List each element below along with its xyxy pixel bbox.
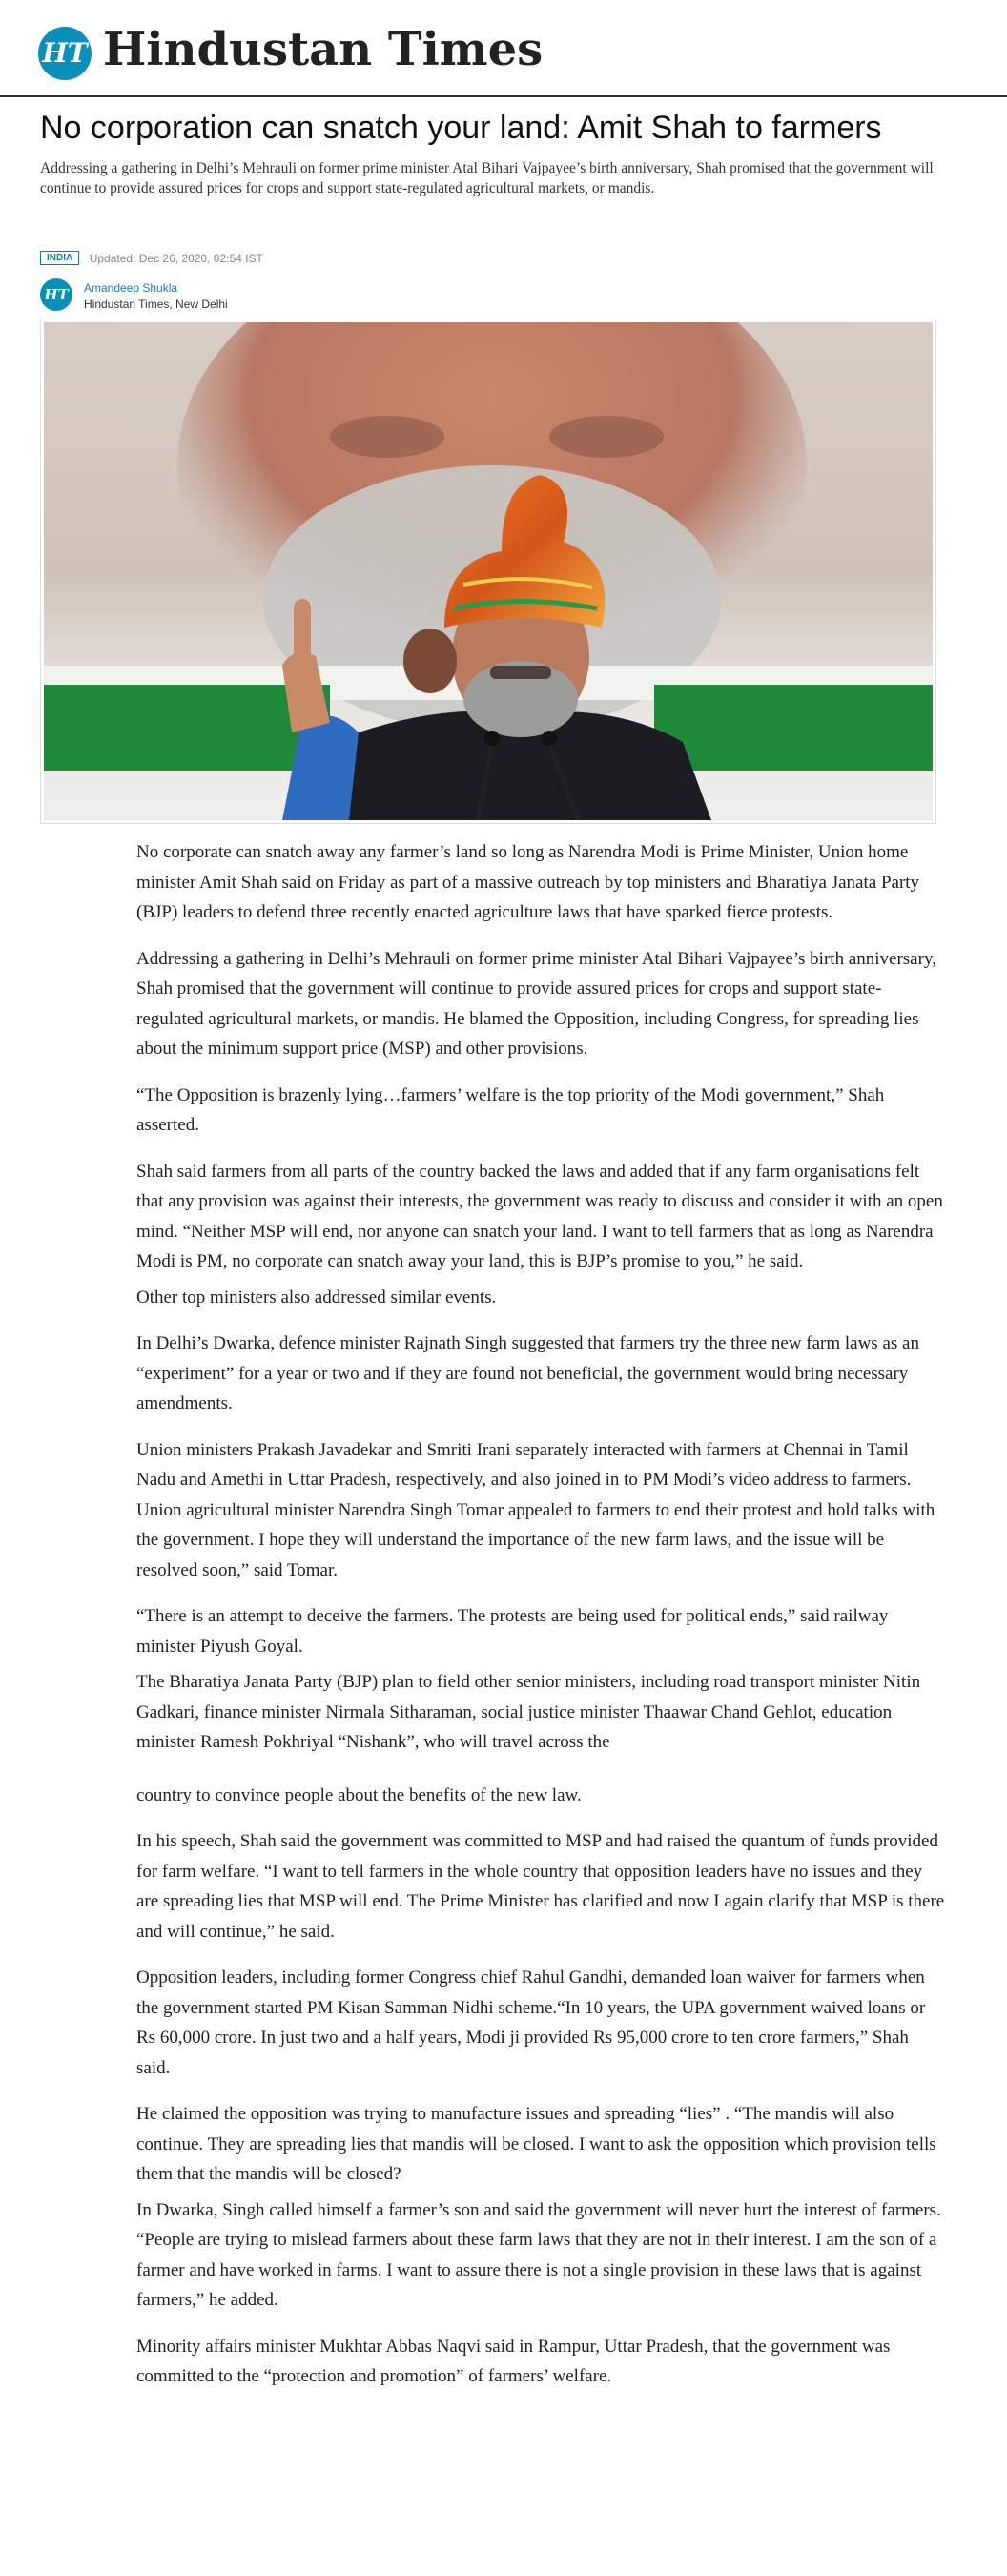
section-tag[interactable]: INDIA [40, 251, 79, 265]
lead-photo-illustration [44, 322, 933, 820]
article-paragraph: No corporate can snatch away any farmer’s land so long as Narendra Modi is Prime Minister, Union home minister Amit Shah said on Friday as part of a massive outreach by top ministers and Bharatiya Janata Party (BJP) leaders to defend three recently enacted agriculture laws that have sparked fierce protests. [136, 842, 920, 922]
article-paragraph: Minority affairs minister Mukhtar Abbas Naqvi said in Rampur, Uttar Pradesh, that the government was committed to the “protection and promotion” of farmers’ welfare. [136, 2336, 891, 2386]
updated-timestamp: Updated: Dec 26, 2020, 02:54 IST [89, 251, 263, 265]
site-name[interactable]: Hindustan Times [103, 23, 544, 76]
article-summary: Addressing a gathering in Delhi’s Mehrauli on former prime minister Atal Bihari Vajpayee’s birth anniversary, Shah promised that the government will continue to provide assured prices for crops and support state-regulated agricultural markets, or mandis. [40, 160, 934, 196]
author-name-link[interactable]: Amandeep Shukla [84, 281, 178, 295]
article-paragraph: In Dwarka, Singh called himself a farmer’s son and said the government will never hurt the interest of farmers. “People are trying to mislead farmers about these farm laws that they are not in their interest. I am the son of a farmer and have worked in farms. I want to assure there is not a single provision in these laws that is against farmers,” he added. [136, 2199, 941, 2310]
speaker-finger [294, 599, 311, 666]
article-paragraph: Other top ministers also addressed similar events. [136, 1287, 497, 1308]
masthead [0, 0, 1007, 97]
author-avatar: HT [40, 278, 72, 311]
flag-green-band-right [654, 685, 933, 771]
microphone-right-icon [542, 731, 557, 746]
lead-photo [40, 319, 936, 824]
article-title: No corporation can snatch your land: Amit Shah to farmers [40, 110, 882, 146]
ht-logo-icon[interactable]: HT [38, 27, 92, 80]
article-meta [40, 250, 263, 267]
article-paragraph: Shah said farmers from all parts of the country backed the laws and added that if any farm organisations felt that any provision was against their interests, the government was ready to discuss and consider it with an open mind. “Neither MSP will end, nor anyone can snatch your land. I want to tell farmers that as long as Narendra Modi is PM, no corporate can snatch away your land, this is BJP’s promise to you,” he said. [136, 1161, 943, 1271]
article-paragraph: Opposition leaders, including former Congress chief Rahul Gandhi, demanded loan waiver for farmers when the government started PM Kisan Samman Nidhi scheme.“In 10 years, the UPA government waived loans or Rs 60,000 crore. In just two and a half years, Modi ji provided Rs 95,000 crore to ten crore farmers,” Shah said. [136, 1968, 926, 2078]
article-paragraph: country to convince people about the benefits of the new law. [136, 1784, 582, 1805]
article-body [136, 837, 947, 2408]
article-paragraph: The Bharatiya Janata Party (BJP) plan to field other senior ministers, including road transport minister Nitin Gadkari, finance minister Nirmala Sitharaman, social justice minister Thaawar Chand Gehlot, education minister Ramesh Pokhriyal “Nishank”, who will travel across the [136, 1672, 921, 1752]
author-org: Hindustan Times, New Delhi [84, 298, 228, 311]
background-person [403, 629, 457, 693]
article-paragraph: Addressing a gathering in Delhi’s Mehrauli on former prime minister Atal Bihari Vajpayee’s birth anniversary, Shah promised that the government will continue to provide assured prices for crops and support state-regulated agricultural markets, or mandis. He blamed the Opposition, including Congress, for spreading lies about the minimum support price (MSP) and other provisions. [136, 948, 936, 1059]
article-paragraph: Union ministers Prakash Javadekar and Smriti Irani separately interacted with farmers at Chennai in Tamil Nadu and Amethi in Uttar Pradesh, respectively, and also joined in to PM Modi’s video address to farmers. Union agricultural minister Narendra Singh Tomar appealed to farmers to end their protest and hold talks with the government. I hope they will understand the importance of the new farm laws, and the issue will be resolved soon,” said Tomar. [136, 1439, 935, 1580]
article-paragraph: In Delhi’s Dwarka, defence minister Rajnath Singh suggested that farmers try the three new farm laws as an “experiment” for a year or two and if they are found not beneficial, the government would bring necessary amendments. [136, 1333, 919, 1413]
article-paragraph: “The Opposition is brazenly lying…farmers’ welfare is the top priority of the Modi government,” Shah asserted. [136, 1084, 885, 1135]
article-paragraph: He claimed the opposition was trying to manufacture issues and spreading “lies” . “The mandis will also continue. They are spreading lies that mandis will be closed. I want to ask the opposition which provision tells them that the mandis will be closed? [136, 2104, 936, 2184]
article-paragraph: In his speech, Shah said the government was committed to MSP and had raised the quantum of funds provided for farm welfare. “I want to tell farmers in the whole country that opposition leaders have no issues and they are spreading lies that MSP will end. The Prime Minister has clarified and now I again clarify that MSP is there and will continue,” he said. [136, 1831, 945, 1942]
article-header [40, 109, 956, 198]
microphone-left-icon [484, 731, 500, 746]
article-paragraph: “There is an attempt to deceive the farmers. The protests are being used for political ends,” said railway minister Piyush Goyal. [136, 1606, 889, 1657]
